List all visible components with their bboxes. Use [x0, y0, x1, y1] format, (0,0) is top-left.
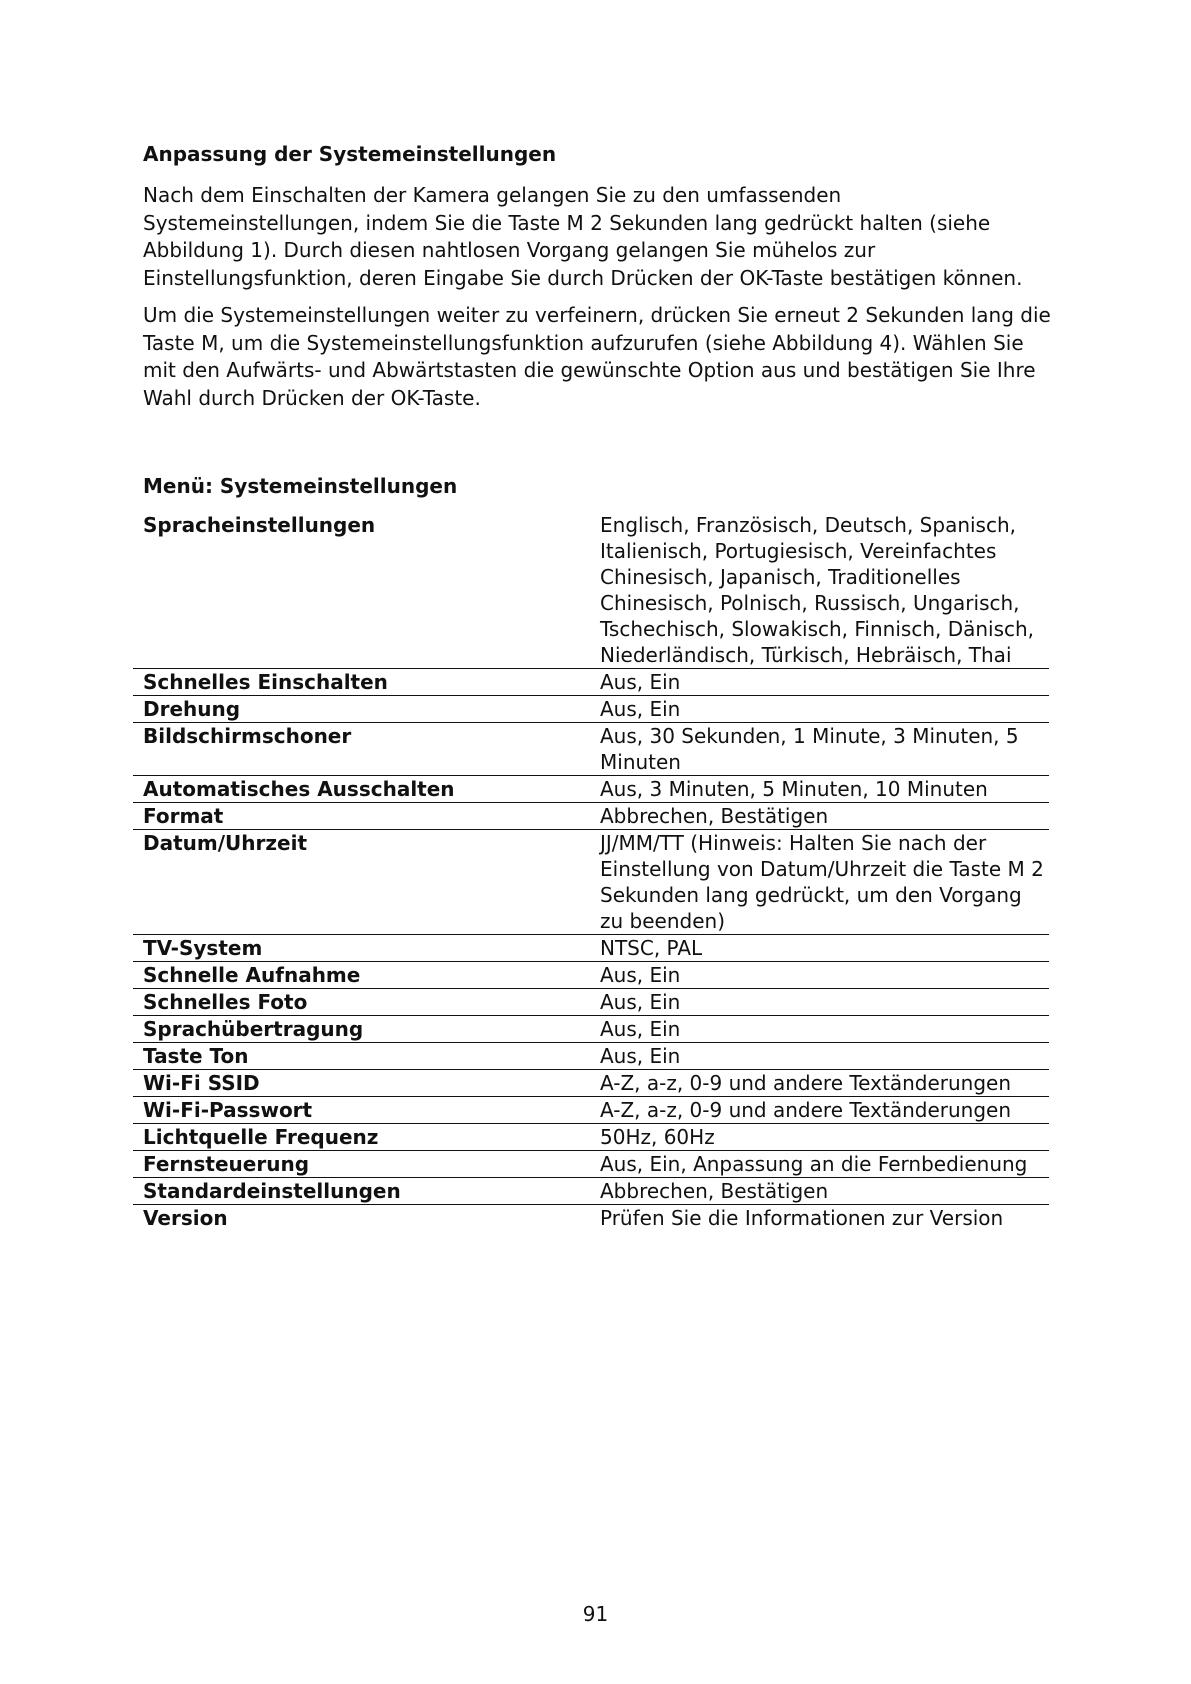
setting-name: Bildschirmschoner: [133, 723, 590, 776]
setting-options: Aus, Ein: [590, 669, 1049, 696]
setting-options: Aus, Ein: [590, 1016, 1049, 1043]
setting-options: A-Z, a-z, 0-9 und andere Textänderungen: [590, 1070, 1049, 1097]
setting-options: Prüfen Sie die Informationen zur Version: [590, 1205, 1049, 1232]
setting-options: Aus, 30 Sekunden, 1 Minute, 3 Minuten, 5 Minuten: [590, 723, 1049, 776]
table-row: [133, 1151, 1049, 1178]
table-row: [133, 830, 1049, 935]
setting-options: Abbrechen, Bestätigen: [590, 803, 1049, 830]
table-row: [133, 1043, 1049, 1070]
table-row: [133, 1205, 1049, 1232]
setting-name: Version: [133, 1205, 590, 1232]
setting-name: Wi-Fi-Passwort: [133, 1097, 590, 1124]
setting-options: Aus, Ein: [590, 989, 1049, 1016]
table-row: [133, 776, 1049, 803]
table-row: [133, 1070, 1049, 1097]
document-page: [143, 140, 1053, 1231]
setting-name: Sprachübertragung: [133, 1016, 590, 1043]
setting-options: NTSC, PAL: [590, 935, 1049, 962]
setting-options: Aus, Ein: [590, 696, 1049, 723]
setting-options: Aus, Ein: [590, 962, 1049, 989]
setting-name: Taste Ton: [133, 1043, 590, 1070]
table-row: [133, 723, 1049, 776]
setting-name: TV-System: [133, 935, 590, 962]
setting-name: Lichtquelle Frequenz: [133, 1124, 590, 1151]
setting-name: Fernsteuerung: [133, 1151, 590, 1178]
page-number: 91: [582, 1602, 609, 1626]
setting-name: Standardeinstellungen: [133, 1178, 590, 1205]
table-row: [133, 1016, 1049, 1043]
setting-name: Drehung: [133, 696, 590, 723]
table-row: [133, 935, 1049, 962]
table-row: [133, 696, 1049, 723]
setting-name: Format: [133, 803, 590, 830]
setting-name: Wi-Fi SSID: [133, 1070, 590, 1097]
setting-options: Aus, Ein: [590, 1043, 1049, 1070]
setting-options: JJ/MM/TT (Hinweis: Halten Sie nach der Einstellung von Datum/Uhrzeit die Taste M 2 Sekunden lang gedrückt, um den Vorgang zu beenden): [590, 830, 1049, 935]
setting-options: Aus, Ein, Anpassung an die Fernbedienung: [590, 1151, 1049, 1178]
table-row: [133, 989, 1049, 1016]
menu-title: Menü: Systemeinstellungen: [143, 474, 458, 498]
setting-options: A-Z, a-z, 0-9 und andere Textänderungen: [590, 1097, 1049, 1124]
setting-options: Englisch, Französisch, Deutsch, Spanisch, Italienisch, Portugiesisch, Vereinfachtes Chinesisch, Japanisch, Traditionelles Chinesisch, Polnisch, Russisch, Ungarisch, Tschechisch, Slowakisch, Finnisch, Dänisch, Niederländisch, Türkisch, Hebräisch, Thai: [600, 513, 1035, 667]
setting-name: Schnelles Foto: [133, 989, 590, 1016]
instructions-paragraph: Um die Systemeinstellungen weiter zu verfeinern, drücken Sie erneut 2 Sekunden lang die Taste M, um die Systemeinstellungsfunktion aufzurufen (siehe Abbildung 4). Wählen Sie mit den Aufwärts- und Abwärtstasten die gewünschte Option aus und bestätigen Sie Ihre Wahl durch Drücken der OK-Taste.: [143, 303, 1051, 410]
section-title: Anpassung der Systemeinstellungen: [143, 142, 557, 166]
setting-name: Spracheinstellungen: [143, 513, 376, 537]
setting-options: Abbrechen, Bestätigen: [590, 1178, 1049, 1205]
setting-name: Schnelle Aufnahme: [133, 962, 590, 989]
table-row: [133, 1178, 1049, 1205]
table-row: [133, 1124, 1049, 1151]
table-row: [133, 962, 1049, 989]
setting-options: Aus, 3 Minuten, 5 Minuten, 10 Minuten: [590, 776, 1049, 803]
setting-name: Datum/Uhrzeit: [133, 830, 590, 935]
intro-paragraph: Nach dem Einschalten der Kamera gelangen Sie zu den umfassenden Systemeinstellungen, indem Sie die Taste M 2 Sekunden lang gedrückt halten (siehe Abbildung 1). Durch diesen nahtlosen Vorgang gelangen Sie mühelos zur Einstellungsfunktion, deren Eingabe Sie durch Drücken der OK-Taste bestätigen können.: [143, 183, 1023, 290]
table-row: [133, 669, 1049, 696]
table-row: [133, 803, 1049, 830]
setting-options: 50Hz, 60Hz: [590, 1124, 1049, 1151]
setting-name: Automatisches Ausschalten: [133, 776, 590, 803]
table-row: [133, 512, 1049, 669]
setting-name: Schnelles Einschalten: [133, 669, 590, 696]
settings-table: [133, 512, 1049, 1231]
table-row: [133, 1097, 1049, 1124]
